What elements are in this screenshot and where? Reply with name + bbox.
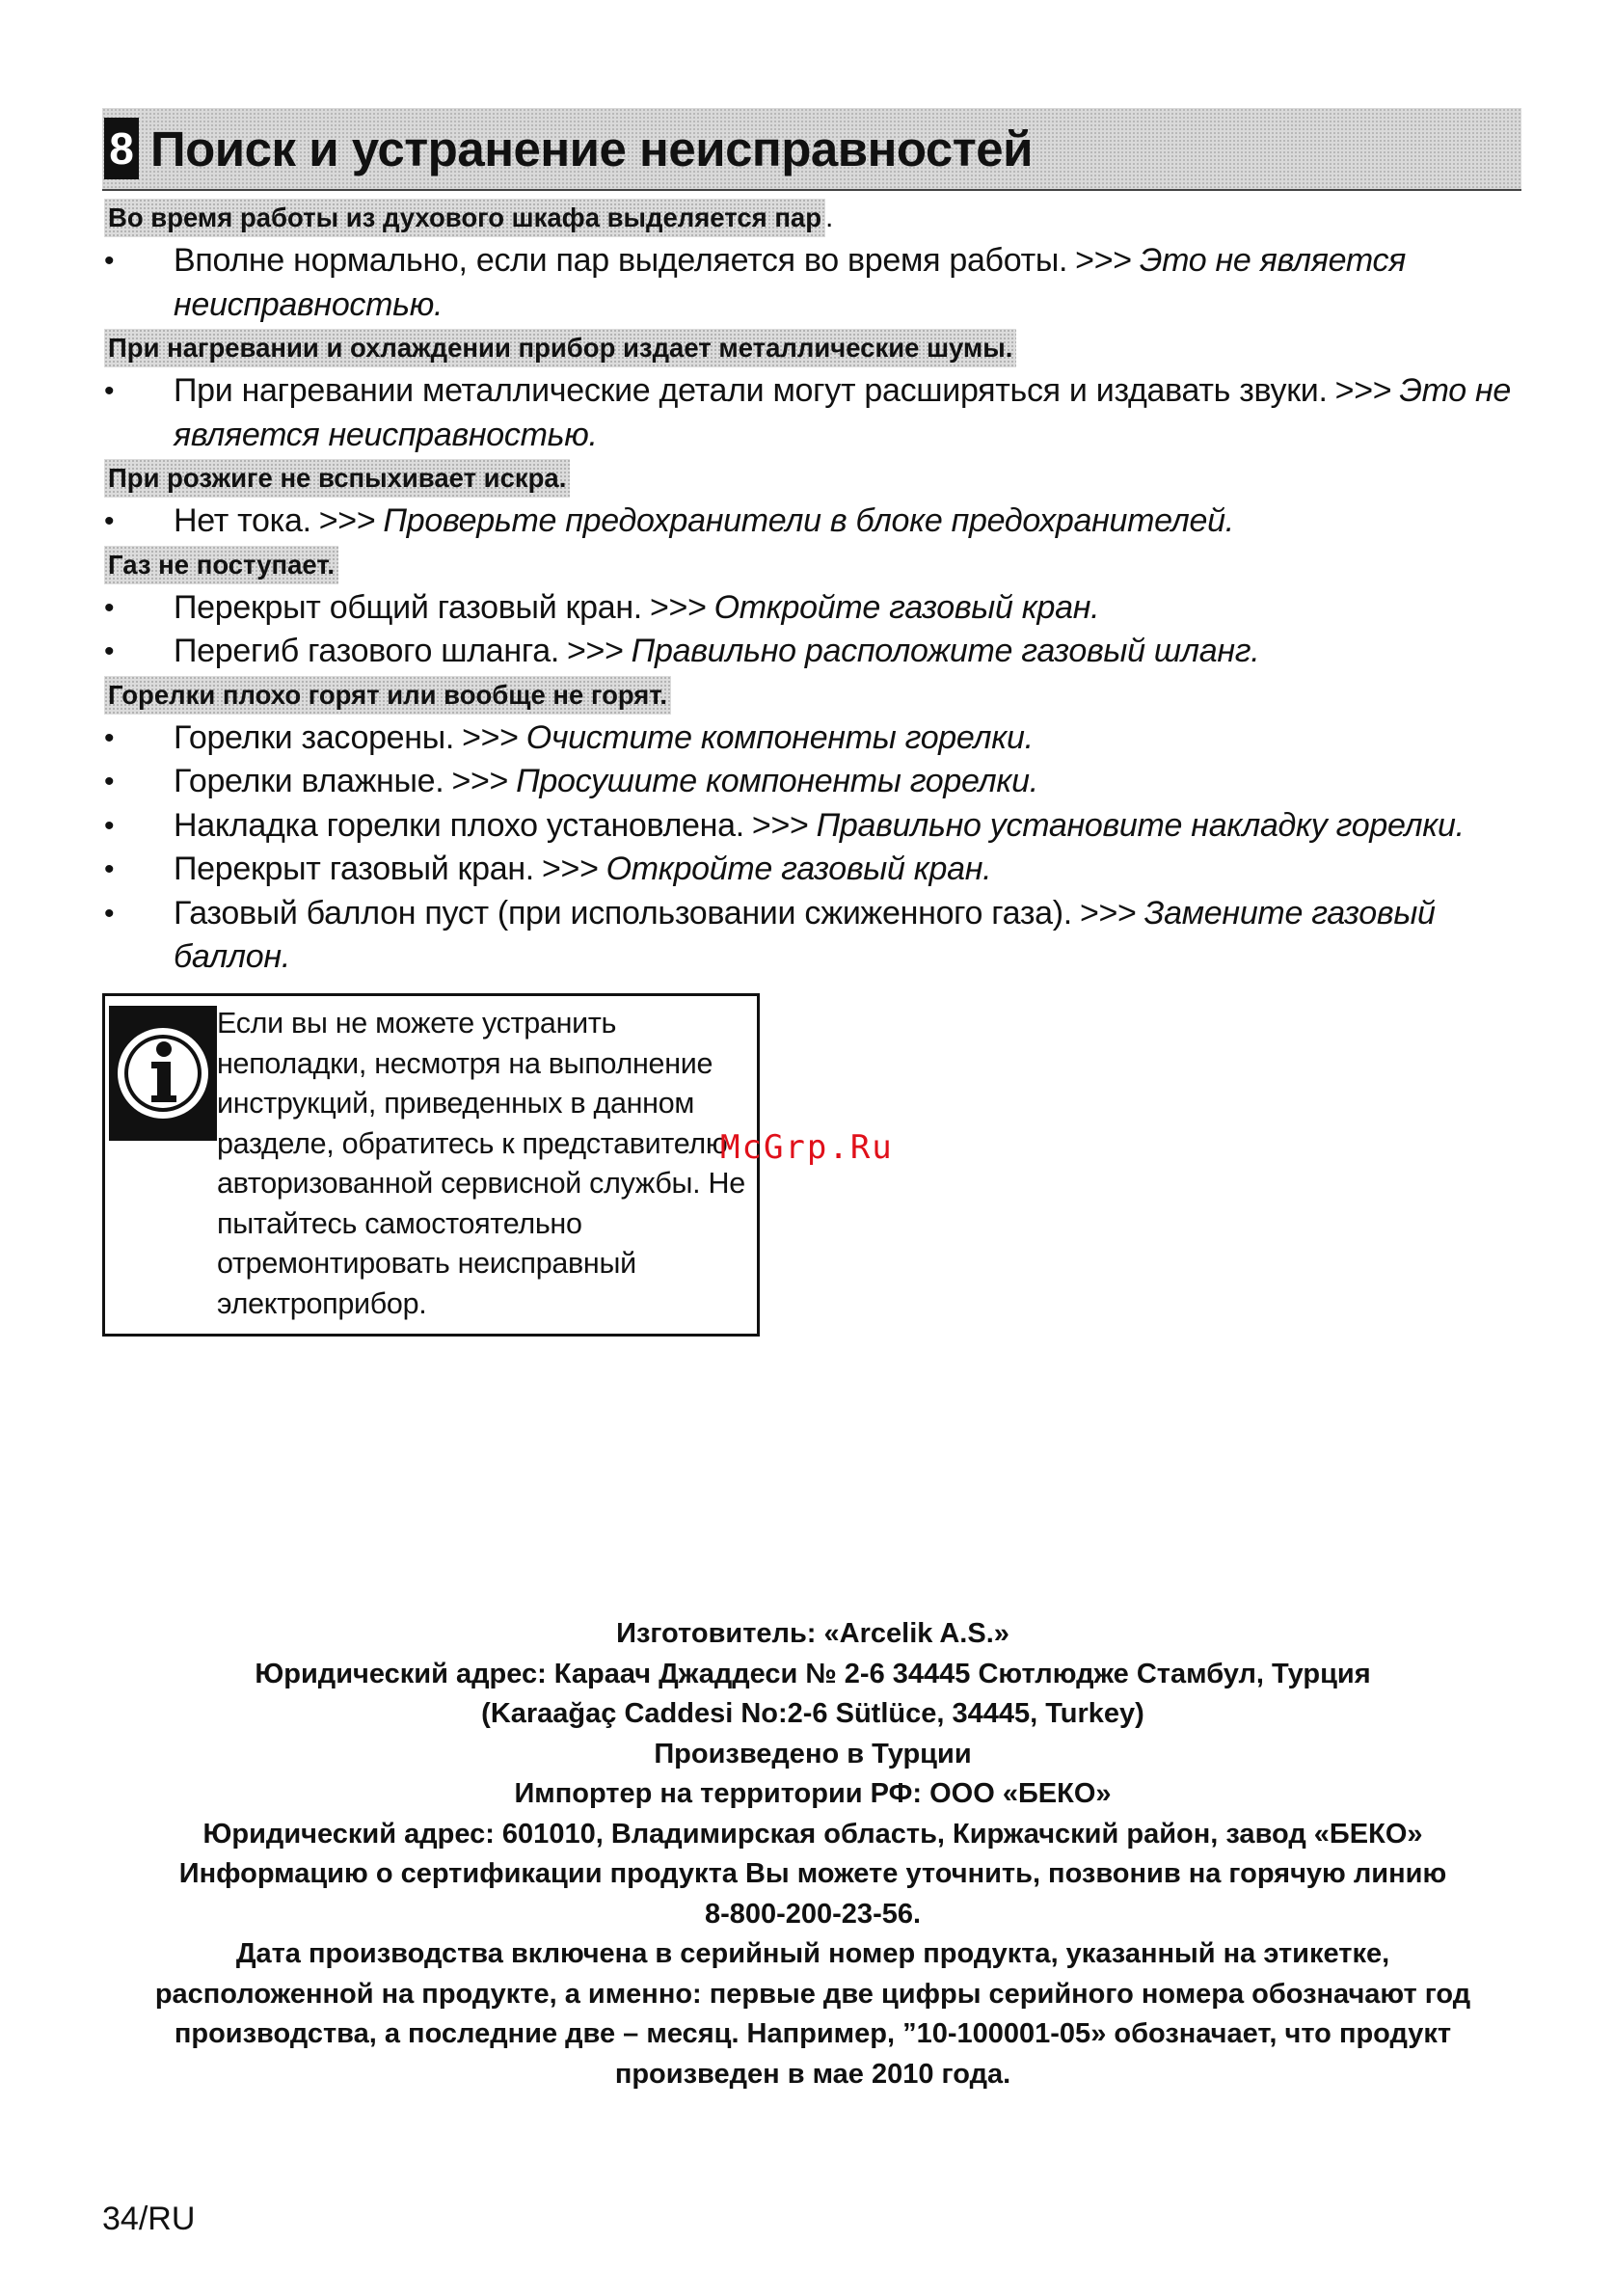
- section-header: [102, 108, 1521, 191]
- page-number: 34/RU: [102, 2201, 196, 2237]
- arrow-separator: >>>: [1334, 372, 1392, 409]
- cause-text: Горелки засорены.: [174, 718, 455, 756]
- info-note-box: [102, 993, 760, 1337]
- solution-item: [104, 848, 1521, 892]
- solution-list: [104, 500, 1521, 544]
- info-line: электроприбор.: [217, 1286, 427, 1320]
- solution-item: [104, 500, 1521, 544]
- manufacturer-line: (Karaağaç Caddesi No:2-6 Sütlüce, 34445, Turkey): [481, 1698, 1144, 1729]
- info-line: отремонтировать неисправный: [217, 1247, 636, 1280]
- remedy-text: Это не является неисправностью.: [174, 372, 1512, 453]
- cause-text: Газовый баллон пуст (при использовании сжиженного газа).: [174, 894, 1072, 932]
- remedy-text: Это не является неисправностью.: [174, 242, 1407, 323]
- problem-heading: Горелки плохо горят или вообще не горят.: [104, 676, 671, 715]
- info-line: пытайтесь самостоятельно: [217, 1206, 582, 1240]
- info-line: неполадки, несмотря на выполнение: [217, 1046, 713, 1080]
- manufacturer-line: Произведено в Турции: [654, 1738, 972, 1769]
- info-line: Если вы не можете устранить: [217, 1007, 617, 1040]
- problem-block: [104, 457, 1521, 544]
- manufacturer-line: Импортер на территории РФ: ООО «БЕКО»: [514, 1778, 1112, 1809]
- heading-period: .: [825, 202, 834, 233]
- arrow-separator: >>>: [451, 763, 509, 799]
- manufacturer-line: произведен в мае 2010 года.: [614, 2058, 1011, 2090]
- bullet-point: •: [104, 375, 115, 407]
- bullet-point: •: [104, 245, 115, 277]
- solution-item: [104, 586, 1521, 631]
- cause-text: Горелки влажные.: [174, 763, 444, 799]
- bullet-point: •: [104, 766, 115, 797]
- problem-heading: При розжиге не вспыхивает искра.: [104, 459, 570, 498]
- solution-list: [104, 239, 1521, 327]
- troubleshooting-list: [104, 197, 1521, 980]
- remedy-text: Замените газовый баллон.: [174, 894, 1436, 975]
- info-icon: [109, 1006, 217, 1141]
- manufacturer-line: расположенной на продукте, а именно: первые две цифры серийного номера обозначают год: [154, 1978, 1471, 2010]
- problem-block: [104, 327, 1521, 457]
- watermark-text: McGrp.Ru: [720, 1128, 894, 1167]
- remedy-text: Проверьте предохранители в блоке предохранителей.: [383, 502, 1234, 539]
- problem-heading: При нагревании и охлаждении прибор издает металлические шумы.: [104, 329, 1016, 367]
- solution-list: [104, 716, 1521, 980]
- problem-heading-row: [104, 327, 1521, 369]
- remedy-text: Правильно установите накладку горелки.: [816, 806, 1465, 844]
- solution-list: [104, 586, 1521, 674]
- info-line: инструкций, приведенных в данном: [217, 1087, 695, 1120]
- remedy-text: Просушите компоненты горелки.: [516, 763, 1038, 799]
- info-line: авторизованной сервисной службы. Не: [217, 1167, 745, 1200]
- solution-item: [104, 369, 1521, 457]
- remedy-text: Правильно расположите газовый шланг.: [631, 633, 1260, 669]
- problem-heading-row: [104, 544, 1521, 586]
- solution-item: [104, 804, 1521, 849]
- problem-heading-row: [104, 457, 1521, 500]
- problem-block: [104, 544, 1521, 674]
- arrow-separator: >>>: [541, 851, 599, 887]
- remedy-text: Откройте газовый кран.: [713, 588, 1100, 626]
- manufacturer-line: Информацию о сертификации продукта Вы можете уточнить, позвонив на горячую линию: [178, 1858, 1447, 1889]
- problem-heading-row: [104, 197, 1521, 239]
- bullet-point: •: [104, 721, 115, 754]
- cause-text: Вполне нормально, если пар выделяется во время работы.: [174, 242, 1068, 279]
- arrow-separator: >>>: [318, 502, 376, 539]
- manufacturer-line: производства, а последние две – месяц. Например, ”10-100001-05» обозначает, что продукт: [174, 2018, 1452, 2049]
- cause-text: Перегиб газового шланга.: [174, 633, 559, 669]
- cause-text: Нет тока.: [174, 502, 311, 539]
- solution-item: [104, 760, 1521, 804]
- manufacturer-line: Юридический адрес: 601010, Владимирская область, Киржачский район, завод «БЕКО»: [202, 1818, 1423, 1850]
- bullet-point: •: [104, 591, 115, 624]
- manufacturer-info: [104, 1614, 1521, 2094]
- section-number: 8: [104, 118, 139, 179]
- bullet-point: •: [104, 635, 115, 667]
- problem-heading: Газ не поступает.: [104, 546, 338, 584]
- info-line: разделе, обратитесь к представителю: [217, 1126, 728, 1160]
- arrow-separator: >>>: [649, 588, 707, 626]
- solution-list: [104, 369, 1521, 457]
- arrow-separator: >>>: [462, 718, 519, 756]
- remedy-text: Очистите компоненты горелки.: [525, 718, 1034, 756]
- problem-block: [104, 674, 1521, 980]
- solution-item: [104, 239, 1521, 327]
- bullet-point: •: [104, 505, 115, 537]
- problem-heading-row: [104, 674, 1521, 716]
- arrow-separator: >>>: [1075, 242, 1132, 279]
- solution-item: [104, 630, 1521, 674]
- manufacturer-line: Юридический адрес: Караач Джаддеси № 2-6 34445 Сютлюдже Стамбул, Турция: [255, 1658, 1371, 1689]
- section-title: Поиск и устранение неисправностей: [150, 121, 1033, 176]
- bullet-point: •: [104, 809, 115, 842]
- problem-heading: Во время работы из духового шкафа выделяется пар: [104, 199, 825, 237]
- cause-text: Перекрыт газовый кран.: [174, 851, 534, 887]
- manufacturer-line: Изготовитель: «Arcelik A.S.»: [616, 1618, 1009, 1649]
- arrow-separator: >>>: [1079, 894, 1137, 932]
- manufacturer-line: Дата производства включена в серийный номер продукта, указанный на этикетке,: [235, 1938, 1390, 1969]
- arrow-separator: >>>: [567, 633, 624, 669]
- arrow-separator: >>>: [751, 806, 809, 844]
- bullet-point: •: [104, 897, 115, 930]
- manufacturer-line: 8-800-200-23-56.: [704, 1898, 922, 1930]
- problem-block: [104, 197, 1521, 327]
- solution-item: [104, 892, 1521, 980]
- remedy-text: Откройте газовый кран.: [605, 851, 992, 887]
- solution-item: [104, 716, 1521, 761]
- cause-text: Перекрыт общий газовый кран.: [174, 588, 642, 626]
- cause-text: Накладка горелки плохо установлена.: [174, 806, 744, 844]
- info-note-text: [217, 1004, 757, 1324]
- cause-text: При нагревании металлические детали могут расширяться и издавать звуки.: [174, 372, 1328, 409]
- bullet-point: •: [104, 853, 115, 885]
